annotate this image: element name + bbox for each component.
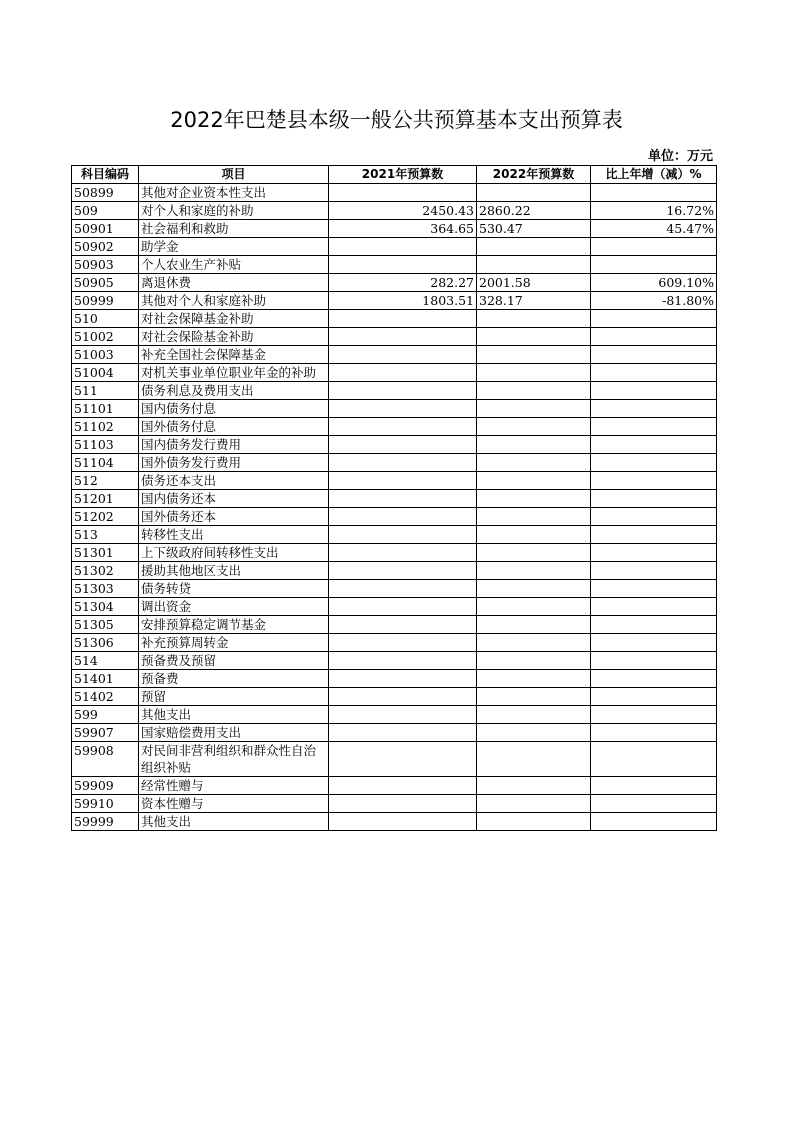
cell-item: 上下级政府间转移性支出 [139,544,329,562]
table-row [72,508,717,526]
cell-code: 50902 [72,238,139,256]
table-row [72,274,717,292]
cell-item: 债务转贷 [139,580,329,598]
cell-budget-2022 [477,706,591,724]
cell-budget-2021 [329,508,477,526]
table-row [72,670,717,688]
cell-budget-2021 [329,310,477,328]
table-row [72,364,717,382]
cell-code: 513 [72,526,139,544]
cell-item: 债务还本支出 [139,472,329,490]
cell-change [591,670,717,688]
cell-code: 51002 [72,328,139,346]
cell-code: 51004 [72,364,139,382]
cell-budget-2022 [477,544,591,562]
cell-budget-2021 [329,238,477,256]
table-row [72,813,717,831]
cell-budget-2021 [329,382,477,400]
header-change: 比上年增（减）% [591,166,717,184]
cell-change [591,436,717,454]
cell-budget-2021 [329,544,477,562]
cell-item: 对机关事业单位职业年金的补助 [139,364,329,382]
cell-item: 经常性赠与 [139,777,329,795]
cell-budget-2022 [477,688,591,706]
cell-code: 51102 [72,418,139,436]
cell-budget-2022 [477,508,591,526]
cell-budget-2022 [477,454,591,472]
cell-item: 转移性支出 [139,526,329,544]
page-title: 2022年巴楚县本级一般公共预算基本支出预算表 [170,108,623,132]
cell-code: 50905 [72,274,139,292]
cell-item: 国内债务付息 [139,400,329,418]
cell-item: 预留 [139,688,329,706]
cell-change [591,777,717,795]
table-row [72,220,717,238]
unit-label: 单位：万元 [647,149,713,164]
table-row [72,777,717,795]
cell-budget-2022 [477,616,591,634]
cell-change: 16.72% [591,202,717,220]
cell-change [591,400,717,418]
cell-item: 社会福利和救助 [139,220,329,238]
cell-budget-2022: 530.47 [477,220,591,238]
table-row [72,688,717,706]
cell-budget-2022 [477,795,591,813]
cell-budget-2022 [477,400,591,418]
cell-item: 预备费 [139,670,329,688]
cell-code: 51402 [72,688,139,706]
cell-budget-2021 [329,777,477,795]
cell-code: 514 [72,652,139,670]
cell-budget-2021 [329,400,477,418]
cell-code: 59999 [72,813,139,831]
cell-change [591,472,717,490]
table-row [72,184,717,202]
table-row [72,346,717,364]
cell-change [591,652,717,670]
cell-item: 国家赔偿费用支出 [139,724,329,742]
cell-code: 510 [72,310,139,328]
cell-item: 助学金 [139,238,329,256]
cell-change [591,364,717,382]
cell-budget-2022 [477,238,591,256]
cell-budget-2021: 2450.43 [329,202,477,220]
table-row [72,454,717,472]
table-row [72,562,717,580]
table-row [72,634,717,652]
cell-change [591,490,717,508]
cell-budget-2021 [329,688,477,706]
cell-change [591,742,717,777]
cell-budget-2021: 1803.51 [329,292,477,310]
cell-budget-2022 [477,813,591,831]
cell-code: 511 [72,382,139,400]
cell-item: 国外债务还本 [139,508,329,526]
table-row [72,400,717,418]
table-row [72,310,717,328]
cell-budget-2021 [329,490,477,508]
cell-change [591,256,717,274]
cell-budget-2021 [329,562,477,580]
cell-budget-2021 [329,598,477,616]
header-item: 项目 [139,166,329,184]
cell-change [591,382,717,400]
cell-change [591,184,717,202]
table-row [72,616,717,634]
cell-budget-2022 [477,742,591,777]
cell-change [591,328,717,346]
cell-change [591,580,717,598]
cell-change [591,813,717,831]
cell-change [591,454,717,472]
cell-budget-2022 [477,364,591,382]
table-row [72,292,717,310]
cell-budget-2021 [329,526,477,544]
table-row [72,418,717,436]
cell-item: 国内债务发行费用 [139,436,329,454]
cell-item: 对民间非营利组织和群众性自治组织补贴 [139,742,329,777]
table-row [72,598,717,616]
cell-budget-2022 [477,310,591,328]
cell-code: 51301 [72,544,139,562]
table-row [72,238,717,256]
cell-code: 51303 [72,580,139,598]
cell-change [591,238,717,256]
cell-code: 51101 [72,400,139,418]
cell-code: 51003 [72,346,139,364]
cell-budget-2022 [477,346,591,364]
cell-change [591,634,717,652]
cell-change [591,616,717,634]
cell-item: 预备费及预留 [139,652,329,670]
table-row [72,436,717,454]
cell-item: 补充全国社会保障基金 [139,346,329,364]
cell-item: 对个人和家庭的补助 [139,202,329,220]
table-row [72,328,717,346]
cell-change [591,544,717,562]
cell-code: 50999 [72,292,139,310]
cell-item: 安排预算稳定调节基金 [139,616,329,634]
cell-change: 609.10% [591,274,717,292]
cell-item: 其他支出 [139,813,329,831]
cell-code: 509 [72,202,139,220]
table-row [72,256,717,274]
cell-code: 599 [72,706,139,724]
cell-change [591,310,717,328]
cell-item: 援助其他地区支出 [139,562,329,580]
cell-budget-2021: 282.27 [329,274,477,292]
cell-code: 51305 [72,616,139,634]
cell-code: 51104 [72,454,139,472]
cell-budget-2022 [477,256,591,274]
cell-code: 51304 [72,598,139,616]
cell-budget-2022 [477,436,591,454]
cell-budget-2022 [477,777,591,795]
table-row [72,202,717,220]
cell-code: 59907 [72,724,139,742]
cell-item: 其他对个人和家庭补助 [139,292,329,310]
cell-budget-2022: 328.17 [477,292,591,310]
cell-code: 51103 [72,436,139,454]
cell-budget-2021 [329,634,477,652]
cell-item: 国内债务还本 [139,490,329,508]
cell-budget-2021 [329,724,477,742]
cell-change [591,418,717,436]
cell-budget-2021 [329,418,477,436]
cell-budget-2021 [329,364,477,382]
cell-budget-2022 [477,526,591,544]
cell-item: 对社会保障基金补助 [139,310,329,328]
cell-code: 51306 [72,634,139,652]
cell-budget-2021 [329,813,477,831]
cell-budget-2022 [477,328,591,346]
table-row [72,724,717,742]
table-row [72,526,717,544]
cell-budget-2021 [329,580,477,598]
cell-budget-2021 [329,472,477,490]
cell-budget-2021 [329,328,477,346]
cell-budget-2022 [477,382,591,400]
table-header-row [72,166,717,184]
cell-budget-2021 [329,706,477,724]
cell-change [591,706,717,724]
table-row [72,652,717,670]
cell-budget-2022 [477,670,591,688]
cell-budget-2022 [477,724,591,742]
table-row [72,580,717,598]
cell-code: 50899 [72,184,139,202]
cell-code: 51302 [72,562,139,580]
cell-change [591,562,717,580]
cell-budget-2021 [329,652,477,670]
cell-change [591,508,717,526]
cell-budget-2022 [477,184,591,202]
cell-item: 对社会保险基金补助 [139,328,329,346]
table-row [72,490,717,508]
cell-budget-2022: 2001.58 [477,274,591,292]
cell-code: 51201 [72,490,139,508]
header-code: 科目编码 [72,166,139,184]
header-budget-2021: 2021年预算数 [329,166,477,184]
cell-budget-2021 [329,795,477,813]
cell-budget-2021 [329,256,477,274]
cell-item: 资本性赠与 [139,795,329,813]
cell-budget-2022 [477,490,591,508]
cell-item: 离退休费 [139,274,329,292]
cell-budget-2021: 364.65 [329,220,477,238]
cell-code: 50903 [72,256,139,274]
cell-change [591,724,717,742]
cell-code: 512 [72,472,139,490]
header-budget-2022: 2022年预算数 [477,166,591,184]
cell-budget-2021 [329,742,477,777]
cell-item: 其他支出 [139,706,329,724]
budget-table [71,165,717,831]
cell-item: 调出资金 [139,598,329,616]
cell-budget-2021 [329,670,477,688]
cell-item: 债务利息及费用支出 [139,382,329,400]
cell-change [591,346,717,364]
cell-budget-2022: 2860.22 [477,202,591,220]
cell-budget-2022 [477,562,591,580]
cell-code: 51401 [72,670,139,688]
table-row [72,382,717,400]
cell-budget-2021 [329,616,477,634]
cell-change [591,598,717,616]
cell-code: 51202 [72,508,139,526]
cell-change [591,688,717,706]
table-row [72,706,717,724]
cell-code: 59910 [72,795,139,813]
cell-code: 50901 [72,220,139,238]
table-row [72,795,717,813]
cell-change: 45.47% [591,220,717,238]
cell-budget-2022 [477,634,591,652]
cell-budget-2022 [477,652,591,670]
cell-code: 59909 [72,777,139,795]
cell-budget-2021 [329,184,477,202]
cell-budget-2022 [477,472,591,490]
cell-item: 国外债务发行费用 [139,454,329,472]
cell-item: 国外债务付息 [139,418,329,436]
table-row [72,742,717,777]
cell-code: 59908 [72,742,139,777]
cell-item: 个人农业生产补贴 [139,256,329,274]
cell-change: -81.80% [591,292,717,310]
cell-item: 补充预算周转金 [139,634,329,652]
cell-budget-2022 [477,580,591,598]
table-row [72,544,717,562]
cell-change [591,526,717,544]
cell-item: 其他对企业资本性支出 [139,184,329,202]
cell-budget-2022 [477,598,591,616]
cell-change [591,795,717,813]
cell-budget-2022 [477,418,591,436]
cell-budget-2021 [329,454,477,472]
table-row [72,472,717,490]
cell-budget-2021 [329,346,477,364]
cell-budget-2021 [329,436,477,454]
